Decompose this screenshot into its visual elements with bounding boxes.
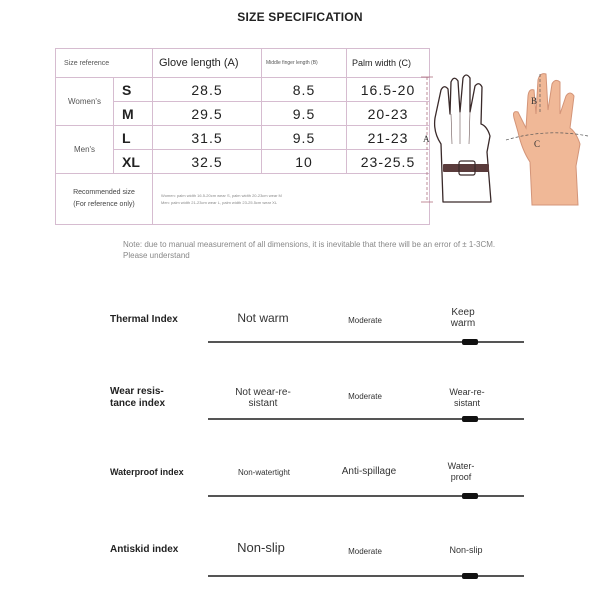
level-text: Water- — [447, 461, 475, 471]
size-table — [55, 48, 430, 225]
level-low — [228, 387, 298, 409]
index-label — [110, 386, 165, 410]
index-scale — [208, 341, 524, 343]
measure-label-a: A — [423, 134, 430, 144]
size-cell: L — [114, 126, 153, 150]
recommended-label — [56, 174, 153, 225]
index-marker — [462, 339, 478, 345]
palm-width-cell: 20-23 — [347, 102, 430, 126]
level-high — [438, 545, 494, 556]
recommended-title: Recommended size — [73, 189, 135, 196]
index-marker — [462, 493, 478, 499]
page-title: SIZE SPECIFICATION — [237, 10, 363, 24]
group-label-men: Men's — [56, 126, 114, 174]
finger-length-cell: 10 — [262, 150, 347, 174]
hand-illustration — [500, 70, 595, 210]
finger-length-cell: 9.5 — [262, 126, 347, 150]
level-text: Anti-spillage — [341, 466, 397, 477]
level-text: warm — [450, 318, 476, 329]
index-label — [110, 544, 178, 556]
level-text: Non-slip — [449, 545, 483, 555]
index-label-line: tance index — [110, 398, 166, 409]
level-text: Not wear-re- — [235, 387, 291, 398]
level-low — [222, 313, 304, 324]
recommended-row — [56, 174, 430, 225]
level-mid — [330, 466, 408, 477]
glove-length-cell: 28.5 — [153, 78, 262, 102]
level-mid — [330, 391, 400, 402]
group-label-women: Women's — [56, 78, 114, 126]
index-scale — [208, 495, 524, 497]
palm-width-header: Palm width (C) — [347, 49, 430, 78]
table-row — [56, 126, 430, 150]
glove-length-cell: 31.5 — [153, 126, 262, 150]
level-mid — [330, 315, 400, 326]
level-text: proof — [450, 472, 472, 482]
recommended-line-women: Women: palm width 16.5-20cm wear S, palm width 20-23cm wear M — [161, 193, 282, 198]
palm-width-cell: 21-23 — [347, 126, 430, 150]
measure-label-c: C — [534, 139, 541, 149]
level-text: sistant — [453, 398, 480, 408]
glove-length-header: Glove length (A) — [153, 49, 262, 78]
index-scale — [208, 418, 524, 420]
size-cell: XL — [114, 150, 153, 174]
size-cell: M — [114, 102, 153, 126]
index-label-line: Wear resis- — [110, 386, 164, 397]
table-row — [56, 78, 430, 102]
level-high — [438, 387, 496, 409]
level-text: Keep — [451, 307, 475, 318]
level-text: Moderate — [348, 547, 382, 556]
level-low — [226, 542, 296, 553]
size-reference-header: Size reference — [56, 49, 153, 78]
recommended-text — [153, 174, 430, 225]
palm-width-cell: 16.5-20 — [347, 78, 430, 102]
palm-width-cell: 23-25.5 — [347, 150, 430, 174]
level-text: Not warm — [237, 311, 289, 325]
measurement-note: Note: due to manual measurement of all dimensions, it is inevitable that there will be an error of ± 1-3CM. Please understand — [123, 240, 496, 260]
glove-length-cell: 32.5 — [153, 150, 262, 174]
index-marker — [462, 573, 478, 579]
index-label-line: Thermal Index — [110, 314, 178, 325]
index-label — [110, 314, 178, 326]
index-marker — [462, 416, 478, 422]
level-high — [436, 461, 486, 483]
finger-length-cell: 8.5 — [262, 78, 347, 102]
recommended-line-men: Men: palm width 21-23cm wear L, palm width 23-25.5cm wear XL — [161, 200, 278, 205]
level-text: Moderate — [348, 392, 382, 401]
level-text: sistant — [248, 398, 278, 409]
level-low — [226, 467, 302, 478]
index-label-line: Waterproof index — [110, 467, 184, 477]
level-mid — [330, 546, 400, 557]
index-label-line: Antiskid index — [110, 544, 179, 555]
middle-finger-length-header: Middle finger length (B) — [262, 49, 347, 78]
glove-length-cell: 29.5 — [153, 102, 262, 126]
level-text: Non-slip — [237, 540, 285, 555]
level-high — [435, 307, 491, 329]
level-text: Moderate — [348, 316, 382, 325]
level-text: Non-watertight — [237, 468, 291, 477]
measure-label-b: B — [531, 96, 538, 106]
index-label — [110, 466, 184, 478]
level-text: Wear-re- — [449, 387, 485, 397]
glove-illustration — [405, 52, 500, 212]
table-header-row — [56, 49, 430, 78]
size-cell: S — [114, 78, 153, 102]
recommended-sublabel: (For reference only) — [73, 201, 135, 208]
index-scale — [208, 575, 524, 577]
finger-length-cell: 9.5 — [262, 102, 347, 126]
